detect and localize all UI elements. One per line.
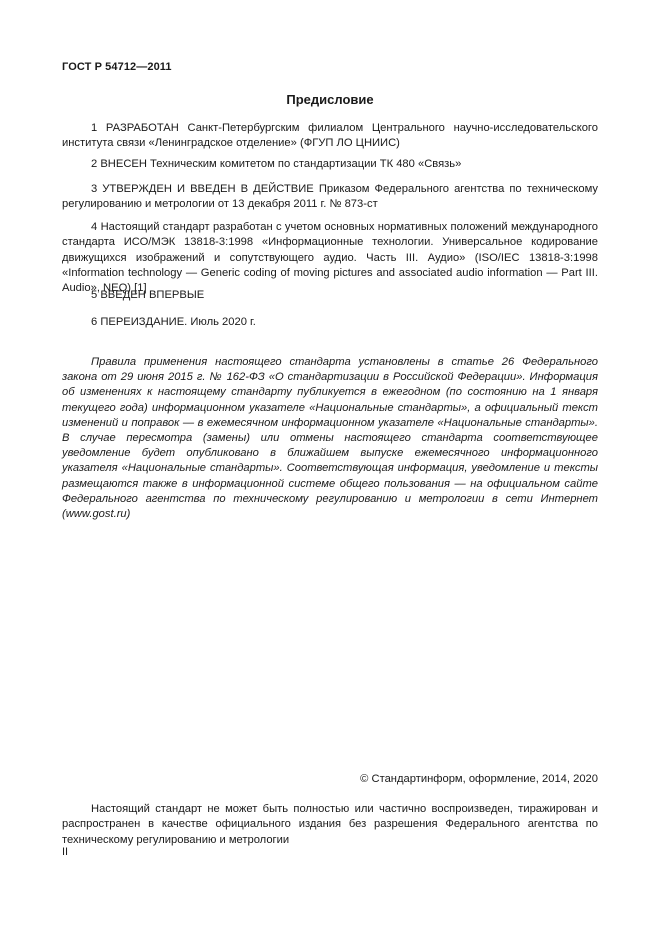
preface-item-6: 6 ПЕРЕИЗДАНИЕ. Июль 2020 г.: [91, 316, 256, 328]
preface-title: Предисловие: [286, 92, 374, 107]
preface-item-3: 3 УТВЕРЖДЕН И ВВЕДЕН В ДЕЙСТВИЕ Приказом Федерального агентства по техническому регулированию и метрологии от 13 декабря 2011 г. № 873-ст: [62, 183, 598, 211]
preface-item-4: 4 Настоящий стандарт разработан с учетом основных нормативных положений международного стандарта ИСО/МЭК 13818-3:1998 «Информационные технологии. Универсальное кодирование движущихся изображений и сопутствующего аудио. Часть III. Аудио» (ISO/IEC 13818-3:1998 «Information technology — Generic coding of moving pictures and associated audio information — Part III. Audio», NEQ) [1]: [62, 221, 598, 295]
preface-item-5: 5 ВВЕДЕН ВПЕРВЫЕ: [91, 289, 205, 301]
page-number: II: [62, 846, 69, 858]
copyright-line: © Стандартинформ, оформление, 2014, 2020: [360, 773, 598, 785]
application-rules-notice: Правила применения настоящего стандарта установлены в статье 26 Федерального закона от 29 июня 2015 г. № 162-ФЗ «О стандартизации в Российской Федерации». Информация об изменениях к настоящему стандарту публикуется в ежегодном (по состоянию на 1 января текущего года) информационном указателе «Национальные стандарты», а официальный текст изменений и поправок — в ежемесячном информационном указателе «Национальные стандарты». В случае пересмотра (замены) или отмены настоящего стандарта соответствующее уведомление будет опубликовано в ближайшем выпуске ежемесячного информационного указателя «Национальные стандарты». Соответствующая информация, уведомление и тексты размещаются также в информационной системе общего пользования — на официальном сайте Федерального агентства по техническому регулированию и метрологии в сети Интернет (www.gost.ru): [62, 356, 598, 521]
preface-item-2: 2 ВНЕСЕН Техническим комитетом по стандартизации ТК 480 «Связь»: [91, 158, 462, 170]
reproduction-restriction: Настоящий стандарт не может быть полностью или частично воспроизведен, тиражирован и распространен в качестве официального издания без разрешения Федерального агентства по техническому регулированию и метрологии: [62, 803, 598, 846]
preface-item-1: 1 РАЗРАБОТАН Санкт-Петербургским филиалом Центрального научно-исследовательского института связи «Ленинградское отделение» (ФГУП ЛО ЦНИИС): [62, 122, 598, 150]
document-code-header: ГОСТ Р 54712—2011: [62, 61, 172, 73]
